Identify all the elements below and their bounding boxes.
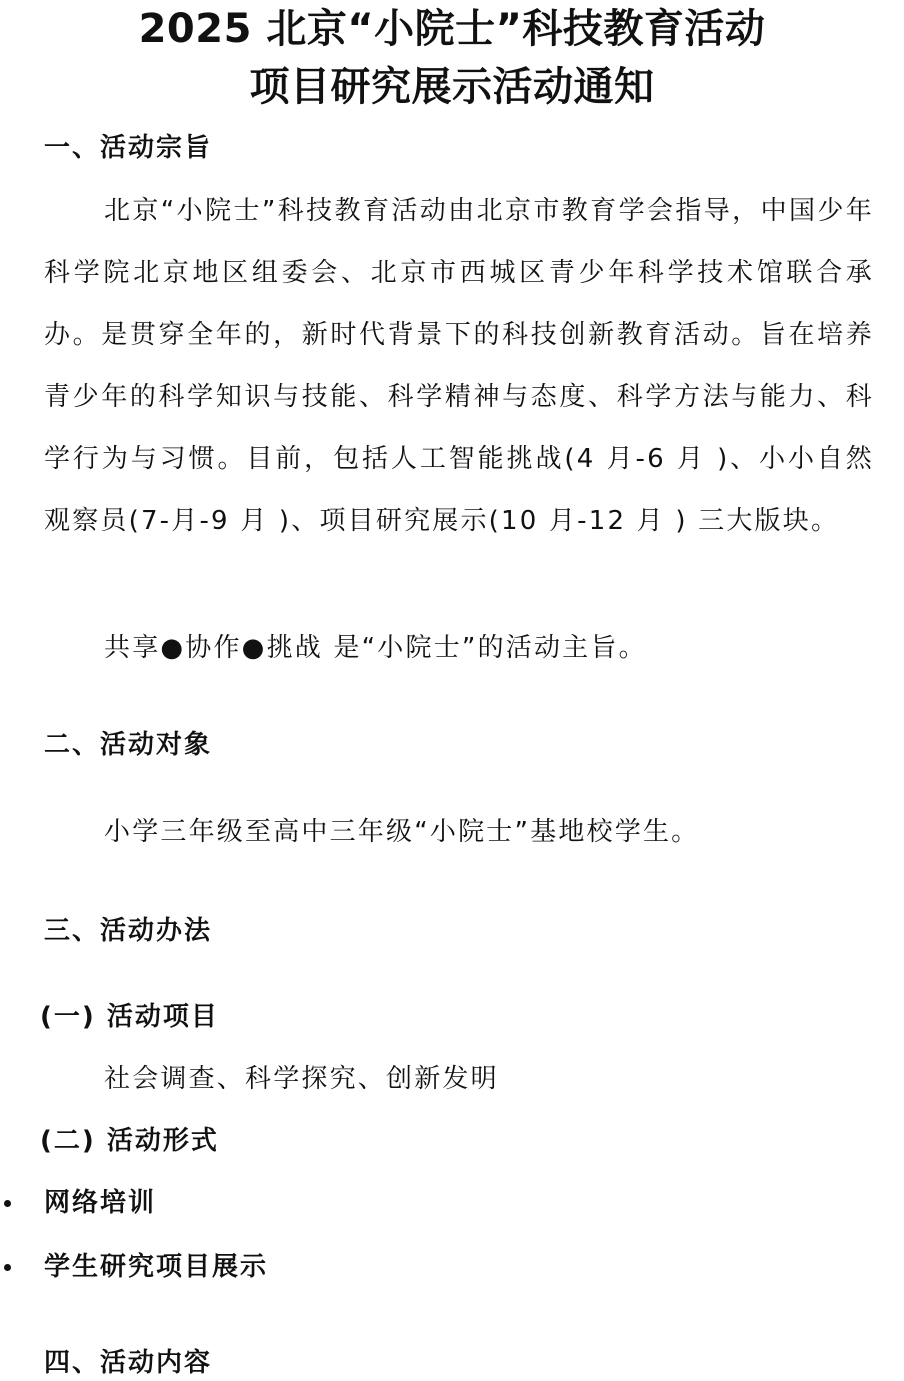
document-title-line-2: 项目研究展示活动通知 (249, 64, 655, 110)
section-1-motto: 共享●协作●挑战 是“小院士”的活动主旨。 (104, 633, 647, 663)
document-title-line-1: 2025 北京“小院士”科技教育活动 (138, 6, 766, 52)
bullet-dot-icon (4, 1264, 11, 1271)
section-4-heading: 四、活动内容 (44, 1348, 213, 1378)
bullet-dot-icon (4, 1200, 11, 1207)
section-3-heading: 三、活动办法 (44, 916, 213, 946)
list-item-label: 学生研究项目展示 (44, 1252, 269, 1282)
section-1-heading: 一、活动宗旨 (44, 133, 213, 163)
subsection-2-heading: (二) 活动形式 (40, 1126, 219, 1156)
list-item-label: 网络培训 (44, 1188, 157, 1218)
section-2-text: 小学三年级至高中三年级“小院士”基地校学生。 (104, 817, 700, 847)
section-1-paragraph: 北京“小院士”科技教育活动由北京市教育学会指导，中国少年科学院北京地区组委会、北京市西城区青少年科学技术馆联合承办。是贯穿全年的，新时代背景下的科技创新教育活动。旨在培养青少年的科学知识与技能、科学精神与态度、科学方法与能力、科学行为与习惯。目前，包括人工智能挑战(4 月-6 月 )、小小自然观察员(7-月-9 月 )、项目研究展示(10 月-12 月 ) 三大版块。 (44, 196, 874, 536)
subsection-1-heading: (一) 活动项目 (40, 1002, 219, 1032)
subsection-1-text: 社会调查、科学探究、创新发明 (104, 1064, 499, 1094)
section-2-heading: 二、活动对象 (44, 730, 213, 760)
